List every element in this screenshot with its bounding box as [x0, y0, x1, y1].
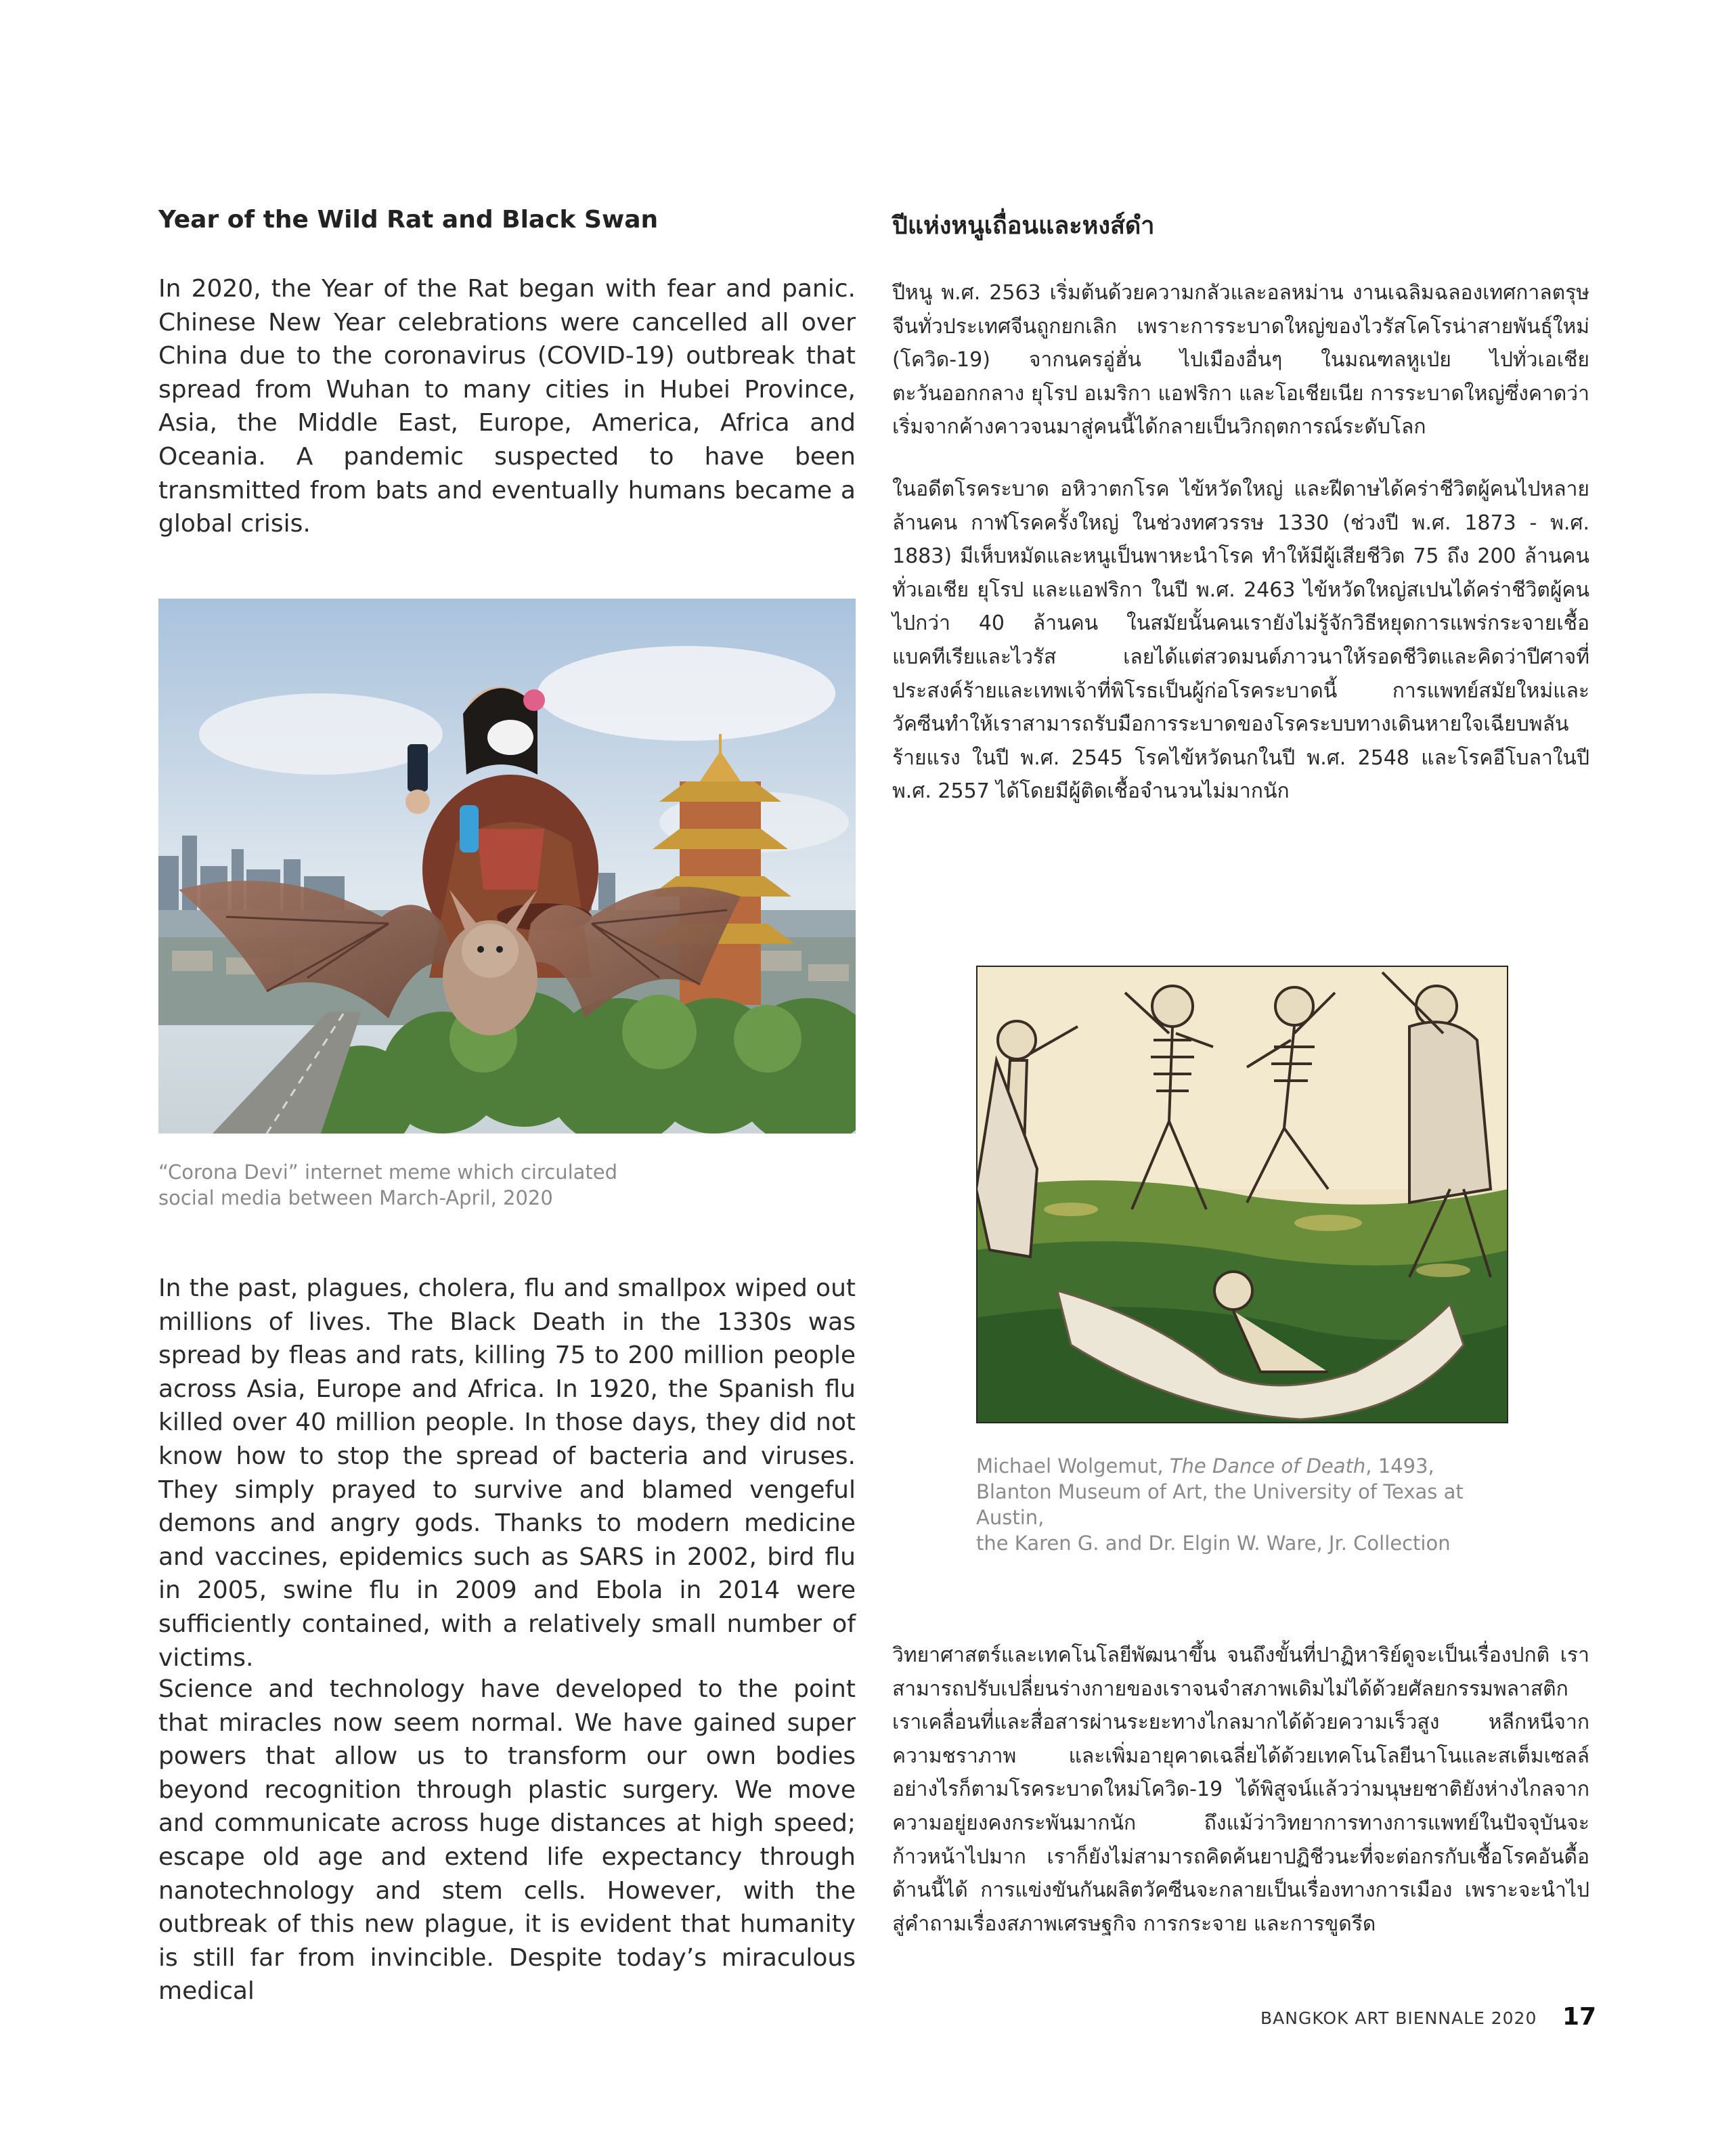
right-paragraph-3: วิทยาศาสตร์และเทคโนโลยีพัฒนาขึ้น จนถึงขั้นที่ปาฏิหาริย์ดูจะเป็นเรื่องปกติ เราสามารถปรับเปลี่ยนร่างกายของเราจนจำสภาพเดิมไม่ได้ด้วยศัลยกรรมพลาสติก เราเคลื่อนที่และสื่อสารผ่านระยะทางไกลมากได้ด้วยความเร็วสูง หลีกหนีจากความชราภาพ และเพิ่มอายุคาดเฉลี่ยได้ด้วยเทคโนโลยีนาโนและสเต็มเซลล์ อย่างไรก็ตามโรคระบาดใหม่โควิด-19 ได้พิสูจน์แล้วว่ามนุษยชาติยังห่างไกลจากความอยู่ยงคงกระพันมากนัก ถึงแม้ว่าวิทยาการทางการแพทย์ในปัจจุบันจะก้าวหน้าไปมาก เราก็ยังไม่สามารถคิดค้นยาปฏิชีวนะที่จะต่อกรกับเชื้อโรคอันดื้อด้านนี้ได้ การแข่งขันกันผลิตวัคซีนจะกลายเป็นเรื่องทางการเมือง เพราะจะนำไปสู่คำถามเรื่องสภาพเศรษฐกิจ การกระจาย และการขูดรีด	[892, 1643, 1589, 1936]
dance-of-death-image	[976, 966, 1508, 1423]
page-number: 17	[1562, 2003, 1597, 2031]
left-paragraph-3: Science and technology have developed to the point that miracles now seem normal. We have gained super powers that allow us to transform our own bodies beyond recognition through plastic surgery. We move and communicate across huge distances at high speed; escape old age and extend life expectancy through nanotechnology and stem cells. However, with the outbreak of this new plague, it is evident that humanity is still far from invincible. Despite today’s miraculous medical	[158, 1675, 856, 2006]
footer-publication-label: BANGKOK ART BIENNALE 2020	[1260, 2008, 1537, 2028]
image2-caption-year: , 1493,	[1365, 1454, 1434, 1478]
image1-caption-line-2: social media between March-April, 2020	[158, 1186, 553, 1209]
image2-caption-line-2: Blanton Museum of Art, the University of Texas at Austin,	[976, 1480, 1464, 1529]
left-paragraph-1: In 2020, the Year of the Rat began with fear and panic. Chinese New Year celebrations were cancelled all over China due to the coronavirus (COVID-19) outbreak that spread from Wuhan to many cities in Hubei Province, Asia, the Middle East, Europe, America, Africa and Oceania. A pandemic suspected to have been transmitted from bats and eventually humans became a global crisis.	[158, 275, 856, 538]
left-heading: Year of the Wild Rat and Black Swan	[158, 206, 659, 234]
image2-caption-artist: Michael Wolgemut,	[976, 1454, 1170, 1478]
image1-caption-line-1: “Corona Devi” internet meme which circulated	[158, 1161, 618, 1184]
image2-caption-line-3: the Karen G. and Dr. Elgin W. Ware, Jr. Collection	[976, 1532, 1451, 1555]
right-heading: ปีแห่งหนูเถื่อนและหงส์ดำ	[892, 212, 1155, 240]
left-paragraph-2: In the past, plagues, cholera, flu and smallpox wiped out millions of lives. The Black Death in the 1330s was spread by fleas and rats, killing 75 to 200 million people across Asia, Europe and Africa. In 1920, the Spanish flu killed over 40 million people. In those days, they did not know how to stop the spread of bacteria and viruses. They simply prayed to survive and blamed vengeful demons and angry gods. Thanks to modern medicine and vaccines, epidemics such as SARS in 2002, bird flu in 2005, swine flu in 2009 and Ebola in 2014 were sufficiently contained, with a relatively small number of victims.	[158, 1274, 856, 1672]
image1-caption	[158, 1159, 856, 1211]
right-paragraph-1: ปีหนู พ.ศ. 2563 เริ่มต้นด้วยความกลัวและอลหม่าน งานเฉลิมฉลองเทศกาลตรุษจีนทั่วประเทศจีนถูกยกเลิก เพราะการระบาดใหญ่ของไวรัสโคโรน่าสายพันธุ์ใหม่ (โควิด-19) จากนครอู่ฮั่น ไปเมืองอื่นๆ ในมณฑลหูเป่ย ไปทั่วเอเชีย ตะวันออกกลาง ยุโรป อเมริกา แอฟริกา และโอเชียเนีย การระบาดใหญ่ซึ่งคาดว่าเริ่มจากค้างคาวจนมาสู่คนนี้ได้กลายเป็นวิกฤตการณ์ระดับโลก	[892, 281, 1589, 439]
image2-caption-title: The Dance of Death	[1169, 1454, 1366, 1478]
image2-caption	[976, 1453, 1531, 1556]
corona-devi-image	[158, 599, 856, 1134]
right-paragraph-2: ในอดีตโรคระบาด อหิวาตกโรค ไข้หวัดใหญ่ และฝีดาษได้คร่าชีวิตผู้คนไปหลายล้านคน กาฬโรคครั้งใหญ่ ในช่วงทศวรรษ 1330 (ช่วงปี พ.ศ. 1873 - พ.ศ. 1883) มีเห็บหมัดและหนูเป็นพาหะนำโรค ทำให้มีผู้เสียชีวิต 75 ถึง 200 ล้านคนทั่วเอเชีย ยุโรป และแอฟริกา ในปี พ.ศ. 2463 ไข้หวัดใหญ่สเปนได้คร่าชีวิตผู้คนไปกว่า 40 ล้านคน ในสมัยนั้นคนเรายังไม่รู้จักวิธีหยุดการแพร่กระจายเชื้อแบคทีเรียและไวรัส เลยได้แต่สวดมนต์ภาวนาให้รอดชีวิตและคิดว่าปีศาจที่ประสงค์ร้ายและเทพเจ้าที่พิโรธเป็นผู้ก่อโรคระบาดนี้ การแพทย์สมัยใหม่และวัคซีนทำให้เราสามารถรับมือการระบาดของโรคระบบทางเดินหายใจเฉียบพลันร้ายแรง ในปี พ.ศ. 2545 โรคไข้หวัดนกในปี พ.ศ. 2548 และโรคอีโบลาในปี พ.ศ. 2557 ได้โดยมีผู้ติดเชื้อจำนวนไม่มากนัก	[892, 477, 1589, 804]
image2-caption-line-1	[976, 1453, 1531, 1479]
